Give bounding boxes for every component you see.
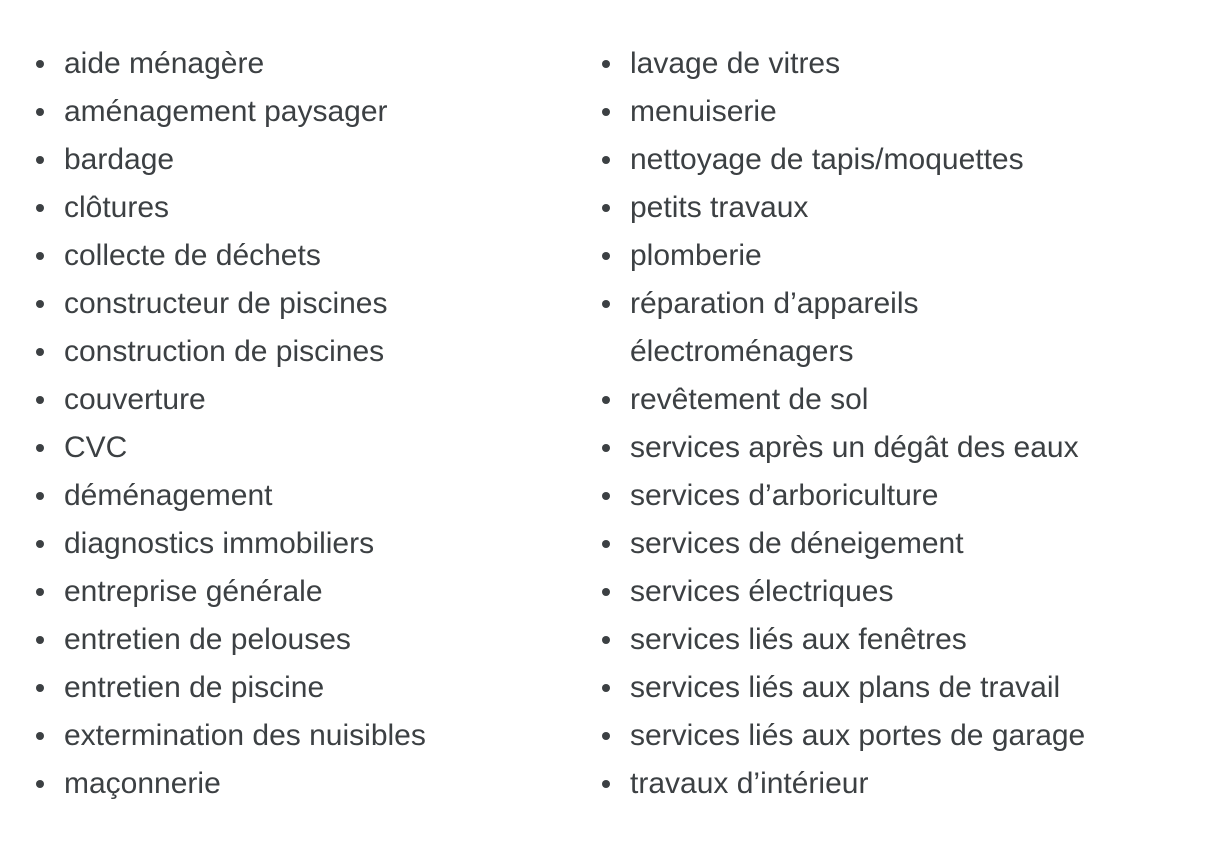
list-item: [602, 472, 1202, 520]
bullet-icon: [602, 156, 610, 164]
list-item-label: services liés aux fenêtres: [630, 623, 967, 656]
list-item-label: services liés aux portes de garage: [630, 719, 1086, 752]
list-item: [36, 40, 556, 88]
list-item: [36, 328, 556, 376]
list-item: [36, 616, 556, 664]
list-item-label: plomberie: [630, 239, 762, 272]
list-item-label: constructeur de piscines: [64, 287, 388, 320]
bullet-icon: [602, 540, 610, 548]
bullet-icon: [36, 492, 44, 500]
list-item-label: entretien de pelouses: [64, 623, 351, 656]
list-item-label: entretien de piscine: [64, 671, 325, 704]
bullet-icon: [602, 732, 610, 740]
bullet-icon: [36, 540, 44, 548]
list-item-label: services après un dégât des eaux: [630, 431, 1079, 464]
list-item-label: maçonnerie: [64, 767, 221, 800]
bullet-icon: [36, 204, 44, 212]
bullet-icon: [36, 60, 44, 68]
list-item: [36, 664, 556, 712]
list-item: [36, 376, 556, 424]
list-item: [602, 568, 1202, 616]
bullet-icon: [602, 636, 610, 644]
list-item-label: extermination des nuisibles: [64, 719, 426, 752]
list-item: [36, 136, 556, 184]
list-item: [602, 520, 1202, 568]
list-item-label: menuiserie: [630, 95, 777, 128]
bullet-icon: [602, 684, 610, 692]
bullet-icon: [36, 636, 44, 644]
list-item-label: collecte de déchets: [64, 239, 321, 272]
bullet-icon: [602, 108, 610, 116]
bullet-icon: [36, 156, 44, 164]
bullet-icon: [36, 588, 44, 596]
list-item: [602, 760, 1202, 808]
bullet-icon: [602, 780, 610, 788]
list-item: [602, 616, 1202, 664]
list-item-label: déménagement: [64, 479, 273, 512]
list-item: [36, 184, 556, 232]
list-item: [36, 568, 556, 616]
list-item-label: lavage de vitres: [630, 47, 841, 80]
list-item-label: couverture: [64, 383, 206, 416]
bullet-icon: [36, 444, 44, 452]
bullet-icon: [602, 300, 610, 308]
list-item: [36, 88, 556, 136]
bullet-icon: [602, 252, 610, 260]
list-item-label: nettoyage de tapis/moquettes: [630, 143, 1024, 176]
list-item-label: CVC: [64, 431, 128, 464]
list-item: [36, 520, 556, 568]
bullet-icon: [602, 60, 610, 68]
list-item: [36, 280, 556, 328]
list-item-label: revêtement de sol: [630, 383, 869, 416]
list-item: [602, 424, 1202, 472]
list-item-label: services de déneigement: [630, 527, 964, 560]
right-column-list: [602, 40, 1202, 808]
list-item-label: entreprise générale: [64, 575, 323, 608]
list-item-label: diagnostics immobiliers: [64, 527, 375, 560]
list-item: [36, 712, 556, 760]
list-item-label: réparation d’appareils électroménagers: [630, 287, 919, 368]
list-item-label: bardage: [64, 143, 175, 176]
list-item: [602, 712, 1202, 760]
list-item-label: clôtures: [64, 191, 170, 224]
bullet-icon: [36, 300, 44, 308]
bullet-icon: [36, 108, 44, 116]
list-item-label: aménagement paysager: [64, 95, 388, 128]
bullet-icon: [36, 252, 44, 260]
list-item-label: services d’arboriculture: [630, 479, 939, 512]
list-item: [36, 232, 556, 280]
list-item: [602, 664, 1202, 712]
bullet-icon: [36, 732, 44, 740]
bullet-icon: [36, 684, 44, 692]
left-column-list: [36, 40, 556, 808]
list-item: [602, 232, 1202, 280]
list-item: [602, 376, 1202, 424]
list-item: [602, 280, 1050, 376]
list-item: [602, 88, 1202, 136]
bullet-icon: [602, 444, 610, 452]
bullet-icon: [36, 396, 44, 404]
bullet-icon: [36, 348, 44, 356]
list-item: [36, 760, 556, 808]
bullet-icon: [602, 396, 610, 404]
list-item-label: aide ménagère: [64, 47, 265, 80]
list-item-label: services liés aux plans de travail: [630, 671, 1061, 704]
list-item: [602, 184, 1202, 232]
list-item-label: travaux d’intérieur: [630, 767, 869, 800]
bullet-icon: [602, 588, 610, 596]
bullet-icon: [36, 780, 44, 788]
list-item: [36, 472, 556, 520]
list-item-label: construction de piscines: [64, 335, 385, 368]
list-item: [602, 136, 1202, 184]
bullet-icon: [602, 204, 610, 212]
list-item: [602, 40, 1202, 88]
list-item: [36, 424, 556, 472]
bullet-icon: [602, 492, 610, 500]
list-item-label: petits travaux: [630, 191, 809, 224]
list-item-label: services électriques: [630, 575, 894, 608]
